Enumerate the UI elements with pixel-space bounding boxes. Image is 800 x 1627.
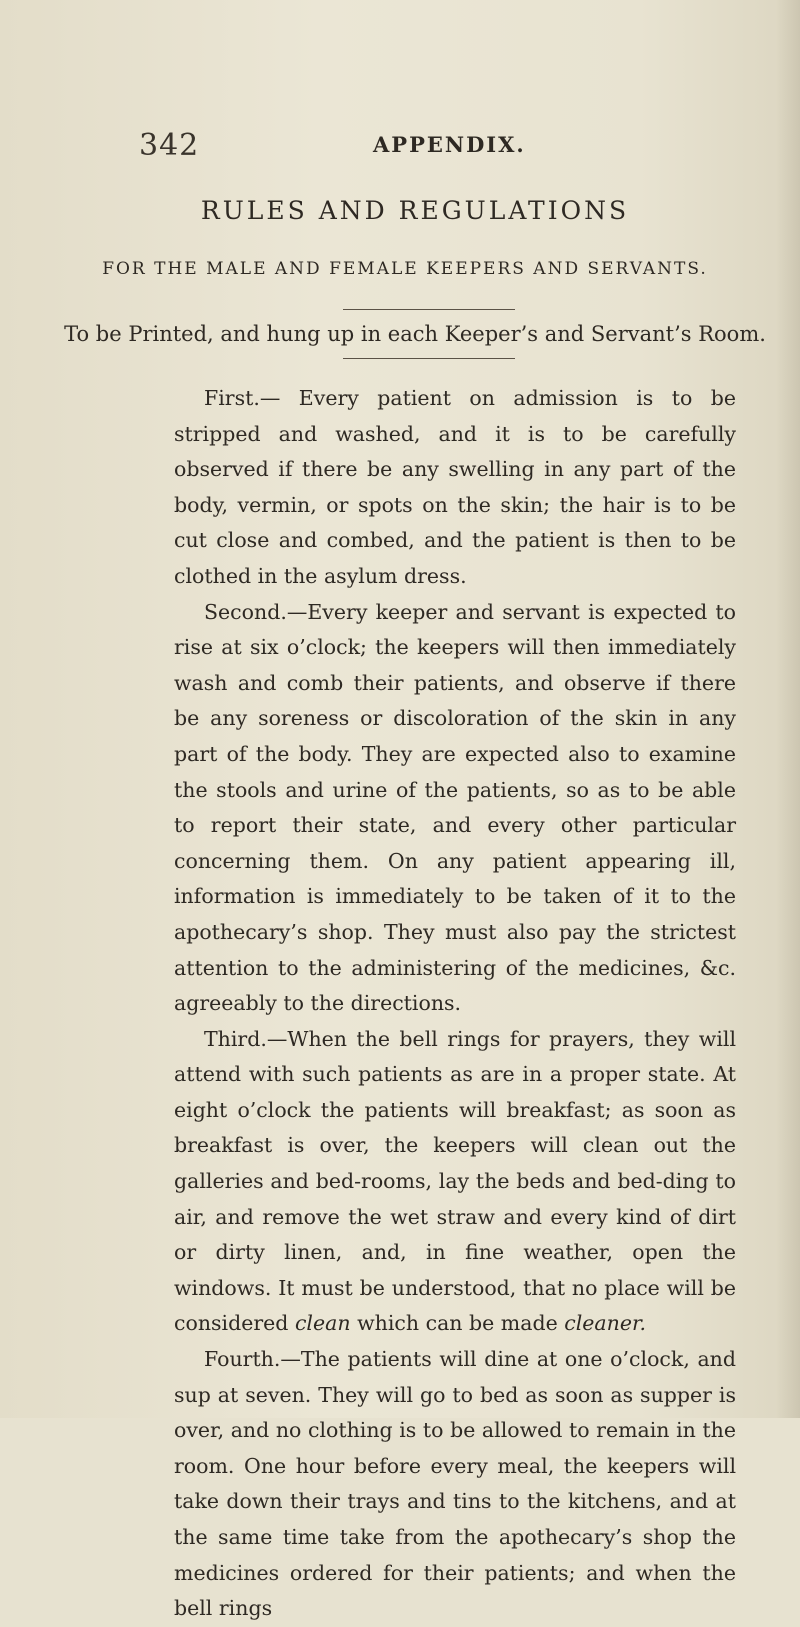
rule-second: Second.—Every keeper and servant is expected to rise at six o’clock; the keepers will then immediately wash and comb their patients, and observe if there be any soreness or discoloration of the skin in any part of the body. They are expected also to examine the stools and urine of the patients, so as to be able to report their state, and every other particular concerning them. On any patient appearing ill, information is immediately to be taken of it to the apothecary’s shop. They must also pay the strictest attention to the administering of the medicines, &c. agreeably to the directions. — [174, 599, 736, 1016]
rule-third-emphasis-clean: clean — [294, 1311, 351, 1336]
rule-third — [174, 1022, 736, 1342]
rule-first: First.— Every patient on admission is to be stripped and washed, and it is to be carefully observed if there be any swelling in any part of the body, vermin, or spots on the skin; the hair is to be cut close and combed, and the patient is then to be clothed in the asylum dress. — [174, 386, 736, 588]
rule-third-text-b: which can be made — [357, 1311, 558, 1336]
divider-rule-top — [343, 309, 515, 310]
page-number: 342 — [139, 128, 200, 163]
running-head — [139, 128, 739, 168]
subtitle: FOR THE MALE AND FEMALE KEEPERS AND SERVANTS. — [102, 259, 708, 279]
divider-rule-bottom — [343, 358, 515, 359]
rule-third-text-a: Third.—When the bell rings for prayers, they will attend with such patients as are in a proper state. At eight o’clock the patients will breakfast; as soon as breakfast is over, the keepers will clean out the galleries and bed-rooms, lay the beds and bed-ding to air, and remove the wet straw and every kind of dirt or dirty linen, and, in fine weather, open the windows. It must be understood, that no place will be considered — [174, 1026, 736, 1336]
body-text — [174, 381, 736, 1627]
main-title: RULES AND REGULATIONS — [200, 196, 630, 225]
rule-third-emphasis-cleaner: cleaner. — [564, 1311, 647, 1336]
rule-fourth: Fourth.—The patients will dine at one o’clock, and sup at seven. They will go to bed as soon as supper is over, and no clothing is to be allowed to remain in the room. One hour before every meal, the keepers will take down their trays and tins to the kitchens, and at the same time take from the apothecary’s shop the medicines ordered for their patients; and when the bell rings — [174, 1347, 736, 1621]
running-title: APPENDIX. — [373, 132, 526, 157]
posting-notice: To be Printed, and hung up in each Keeper’s and Servant’s Room. — [64, 322, 766, 346]
